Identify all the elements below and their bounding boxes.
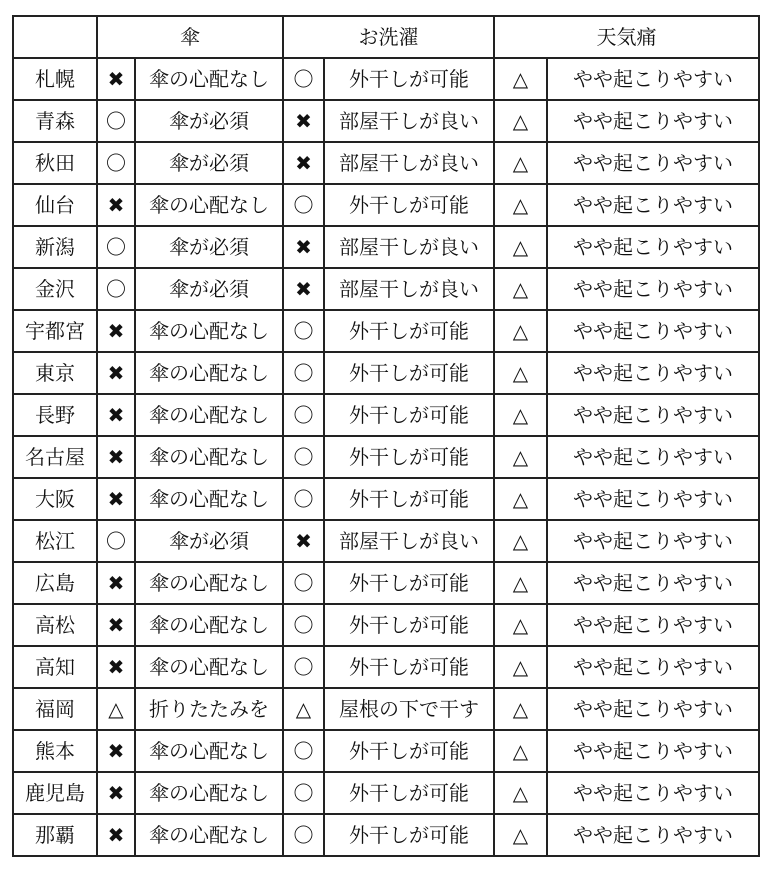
laundry-text-cell: 外干しが可能 (324, 646, 494, 688)
city-cell: 名古屋 (13, 436, 97, 478)
umbrella-text-cell: 傘の心配なし (135, 394, 283, 436)
headache-text-cell: やや起こりやすい (547, 184, 759, 226)
headache-mark-icon: △ (494, 352, 547, 394)
laundry-text-cell: 外干しが可能 (324, 310, 494, 352)
laundry-mark-icon: 〇 (283, 772, 324, 814)
city-cell: 長野 (13, 394, 97, 436)
laundry-text-cell: 部屋干しが良い (324, 226, 494, 268)
umbrella-text-cell: 傘が必須 (135, 226, 283, 268)
laundry-mark-icon: ✖ (283, 268, 324, 310)
laundry-header: お洗濯 (283, 16, 494, 58)
umbrella-mark-icon: 〇 (97, 520, 135, 562)
headache-text-cell: やや起こりやすい (547, 604, 759, 646)
headache-text-cell: やや起こりやすい (547, 478, 759, 520)
umbrella-mark-icon: ✖ (97, 730, 135, 772)
laundry-text-cell: 部屋干しが良い (324, 520, 494, 562)
header-row (13, 16, 759, 58)
umbrella-mark-icon: ✖ (97, 394, 135, 436)
headache-mark-icon: △ (494, 142, 547, 184)
city-cell: 鹿児島 (13, 772, 97, 814)
table-row (13, 268, 759, 310)
city-cell: 札幌 (13, 58, 97, 100)
headache-text-cell: やや起こりやすい (547, 268, 759, 310)
umbrella-text-cell: 傘が必須 (135, 268, 283, 310)
headache-mark-icon: △ (494, 226, 547, 268)
laundry-mark-icon: 〇 (283, 436, 324, 478)
city-cell: 高松 (13, 604, 97, 646)
table-row (13, 814, 759, 856)
laundry-mark-icon: △ (283, 688, 324, 730)
umbrella-text-cell: 傘の心配なし (135, 646, 283, 688)
city-cell: 熊本 (13, 730, 97, 772)
laundry-mark-icon: 〇 (283, 562, 324, 604)
headache-mark-icon: △ (494, 436, 547, 478)
umbrella-mark-icon: ✖ (97, 604, 135, 646)
headache-text-cell: やや起こりやすい (547, 436, 759, 478)
table-row (13, 604, 759, 646)
table-row (13, 478, 759, 520)
headache-mark-icon: △ (494, 268, 547, 310)
laundry-text-cell: 部屋干しが良い (324, 100, 494, 142)
umbrella-mark-icon: 〇 (97, 100, 135, 142)
table-row (13, 730, 759, 772)
table-row (13, 100, 759, 142)
laundry-text-cell: 外干しが可能 (324, 604, 494, 646)
headache-mark-icon: △ (494, 520, 547, 562)
umbrella-mark-icon: ✖ (97, 184, 135, 226)
umbrella-text-cell: 傘の心配なし (135, 310, 283, 352)
city-cell: 大阪 (13, 478, 97, 520)
laundry-text-cell: 外干しが可能 (324, 436, 494, 478)
laundry-mark-icon: 〇 (283, 184, 324, 226)
city-cell: 金沢 (13, 268, 97, 310)
weather-forecast-table (12, 15, 760, 857)
table-row (13, 520, 759, 562)
umbrella-mark-icon: ✖ (97, 310, 135, 352)
laundry-mark-icon: 〇 (283, 310, 324, 352)
laundry-mark-icon: ✖ (283, 100, 324, 142)
umbrella-header: 傘 (97, 16, 283, 58)
headache-mark-icon: △ (494, 58, 547, 100)
laundry-text-cell: 外干しが可能 (324, 814, 494, 856)
umbrella-mark-icon: 〇 (97, 226, 135, 268)
umbrella-text-cell: 傘の心配なし (135, 58, 283, 100)
table-row (13, 310, 759, 352)
laundry-text-cell: 部屋干しが良い (324, 268, 494, 310)
laundry-mark-icon: ✖ (283, 226, 324, 268)
headache-text-cell: やや起こりやすい (547, 730, 759, 772)
headache-text-cell: やや起こりやすい (547, 352, 759, 394)
laundry-mark-icon: ✖ (283, 520, 324, 562)
laundry-text-cell: 屋根の下で干す (324, 688, 494, 730)
umbrella-mark-icon: ✖ (97, 58, 135, 100)
umbrella-mark-icon: 〇 (97, 142, 135, 184)
laundry-text-cell: 外干しが可能 (324, 394, 494, 436)
laundry-text-cell: 外干しが可能 (324, 58, 494, 100)
laundry-text-cell: 外干しが可能 (324, 478, 494, 520)
table-row (13, 184, 759, 226)
headache-mark-icon: △ (494, 478, 547, 520)
headache-text-cell: やや起こりやすい (547, 772, 759, 814)
laundry-text-cell: 外干しが可能 (324, 184, 494, 226)
umbrella-mark-icon: ✖ (97, 478, 135, 520)
headache-text-cell: やや起こりやすい (547, 394, 759, 436)
corner-header (13, 16, 97, 58)
headache-mark-icon: △ (494, 688, 547, 730)
laundry-mark-icon: 〇 (283, 478, 324, 520)
headache-mark-icon: △ (494, 814, 547, 856)
laundry-mark-icon: 〇 (283, 58, 324, 100)
headache-mark-icon: △ (494, 394, 547, 436)
headache-mark-icon: △ (494, 184, 547, 226)
umbrella-text-cell: 傘の心配なし (135, 814, 283, 856)
headache-mark-icon: △ (494, 772, 547, 814)
umbrella-mark-icon: △ (97, 688, 135, 730)
city-cell: 高知 (13, 646, 97, 688)
laundry-text-cell: 外干しが可能 (324, 772, 494, 814)
table-row (13, 352, 759, 394)
city-cell: 福岡 (13, 688, 97, 730)
city-cell: 東京 (13, 352, 97, 394)
laundry-mark-icon: 〇 (283, 814, 324, 856)
laundry-mark-icon: 〇 (283, 730, 324, 772)
headache-mark-icon: △ (494, 730, 547, 772)
umbrella-mark-icon: ✖ (97, 814, 135, 856)
table-row (13, 142, 759, 184)
city-cell: 秋田 (13, 142, 97, 184)
umbrella-text-cell: 傘が必須 (135, 142, 283, 184)
table-row (13, 772, 759, 814)
table-row (13, 394, 759, 436)
headache-text-cell: やや起こりやすい (547, 100, 759, 142)
umbrella-mark-icon: ✖ (97, 772, 135, 814)
headache-text-cell: やや起こりやすい (547, 646, 759, 688)
table-row (13, 436, 759, 478)
laundry-mark-icon: 〇 (283, 352, 324, 394)
umbrella-text-cell: 傘の心配なし (135, 730, 283, 772)
laundry-mark-icon: 〇 (283, 394, 324, 436)
headache-text-cell: やや起こりやすい (547, 310, 759, 352)
umbrella-text-cell: 傘の心配なし (135, 352, 283, 394)
table-row (13, 646, 759, 688)
umbrella-text-cell: 傘が必須 (135, 520, 283, 562)
umbrella-mark-icon: ✖ (97, 436, 135, 478)
umbrella-mark-icon: ✖ (97, 562, 135, 604)
headache-text-cell: やや起こりやすい (547, 58, 759, 100)
table-row (13, 688, 759, 730)
table-row (13, 226, 759, 268)
table-row (13, 58, 759, 100)
city-cell: 広島 (13, 562, 97, 604)
laundry-text-cell: 外干しが可能 (324, 562, 494, 604)
umbrella-text-cell: 傘の心配なし (135, 436, 283, 478)
umbrella-mark-icon: ✖ (97, 352, 135, 394)
headache-mark-icon: △ (494, 100, 547, 142)
headache-text-cell: やや起こりやすい (547, 142, 759, 184)
umbrella-text-cell: 傘の心配なし (135, 604, 283, 646)
umbrella-text-cell: 傘の心配なし (135, 562, 283, 604)
headache-mark-icon: △ (494, 562, 547, 604)
headache-text-cell: やや起こりやすい (547, 814, 759, 856)
laundry-text-cell: 外干しが可能 (324, 352, 494, 394)
umbrella-text-cell: 傘の心配なし (135, 184, 283, 226)
umbrella-text-cell: 折りたたみを (135, 688, 283, 730)
laundry-mark-icon: 〇 (283, 604, 324, 646)
city-cell: 那覇 (13, 814, 97, 856)
headache-text-cell: やや起こりやすい (547, 688, 759, 730)
city-cell: 新潟 (13, 226, 97, 268)
city-cell: 松江 (13, 520, 97, 562)
headache-mark-icon: △ (494, 646, 547, 688)
headache-text-cell: やや起こりやすい (547, 562, 759, 604)
headache-text-cell: やや起こりやすい (547, 520, 759, 562)
table-row (13, 562, 759, 604)
laundry-mark-icon: 〇 (283, 646, 324, 688)
umbrella-text-cell: 傘の心配なし (135, 772, 283, 814)
city-cell: 宇都宮 (13, 310, 97, 352)
umbrella-mark-icon: 〇 (97, 268, 135, 310)
city-cell: 仙台 (13, 184, 97, 226)
umbrella-mark-icon: ✖ (97, 646, 135, 688)
laundry-text-cell: 部屋干しが良い (324, 142, 494, 184)
table-body (13, 58, 759, 856)
headache-mark-icon: △ (494, 604, 547, 646)
headache-text-cell: やや起こりやすい (547, 226, 759, 268)
headache-mark-icon: △ (494, 310, 547, 352)
city-cell: 青森 (13, 100, 97, 142)
headache-header: 天気痛 (494, 16, 759, 58)
laundry-mark-icon: ✖ (283, 142, 324, 184)
umbrella-text-cell: 傘の心配なし (135, 478, 283, 520)
laundry-text-cell: 外干しが可能 (324, 730, 494, 772)
umbrella-text-cell: 傘が必須 (135, 100, 283, 142)
